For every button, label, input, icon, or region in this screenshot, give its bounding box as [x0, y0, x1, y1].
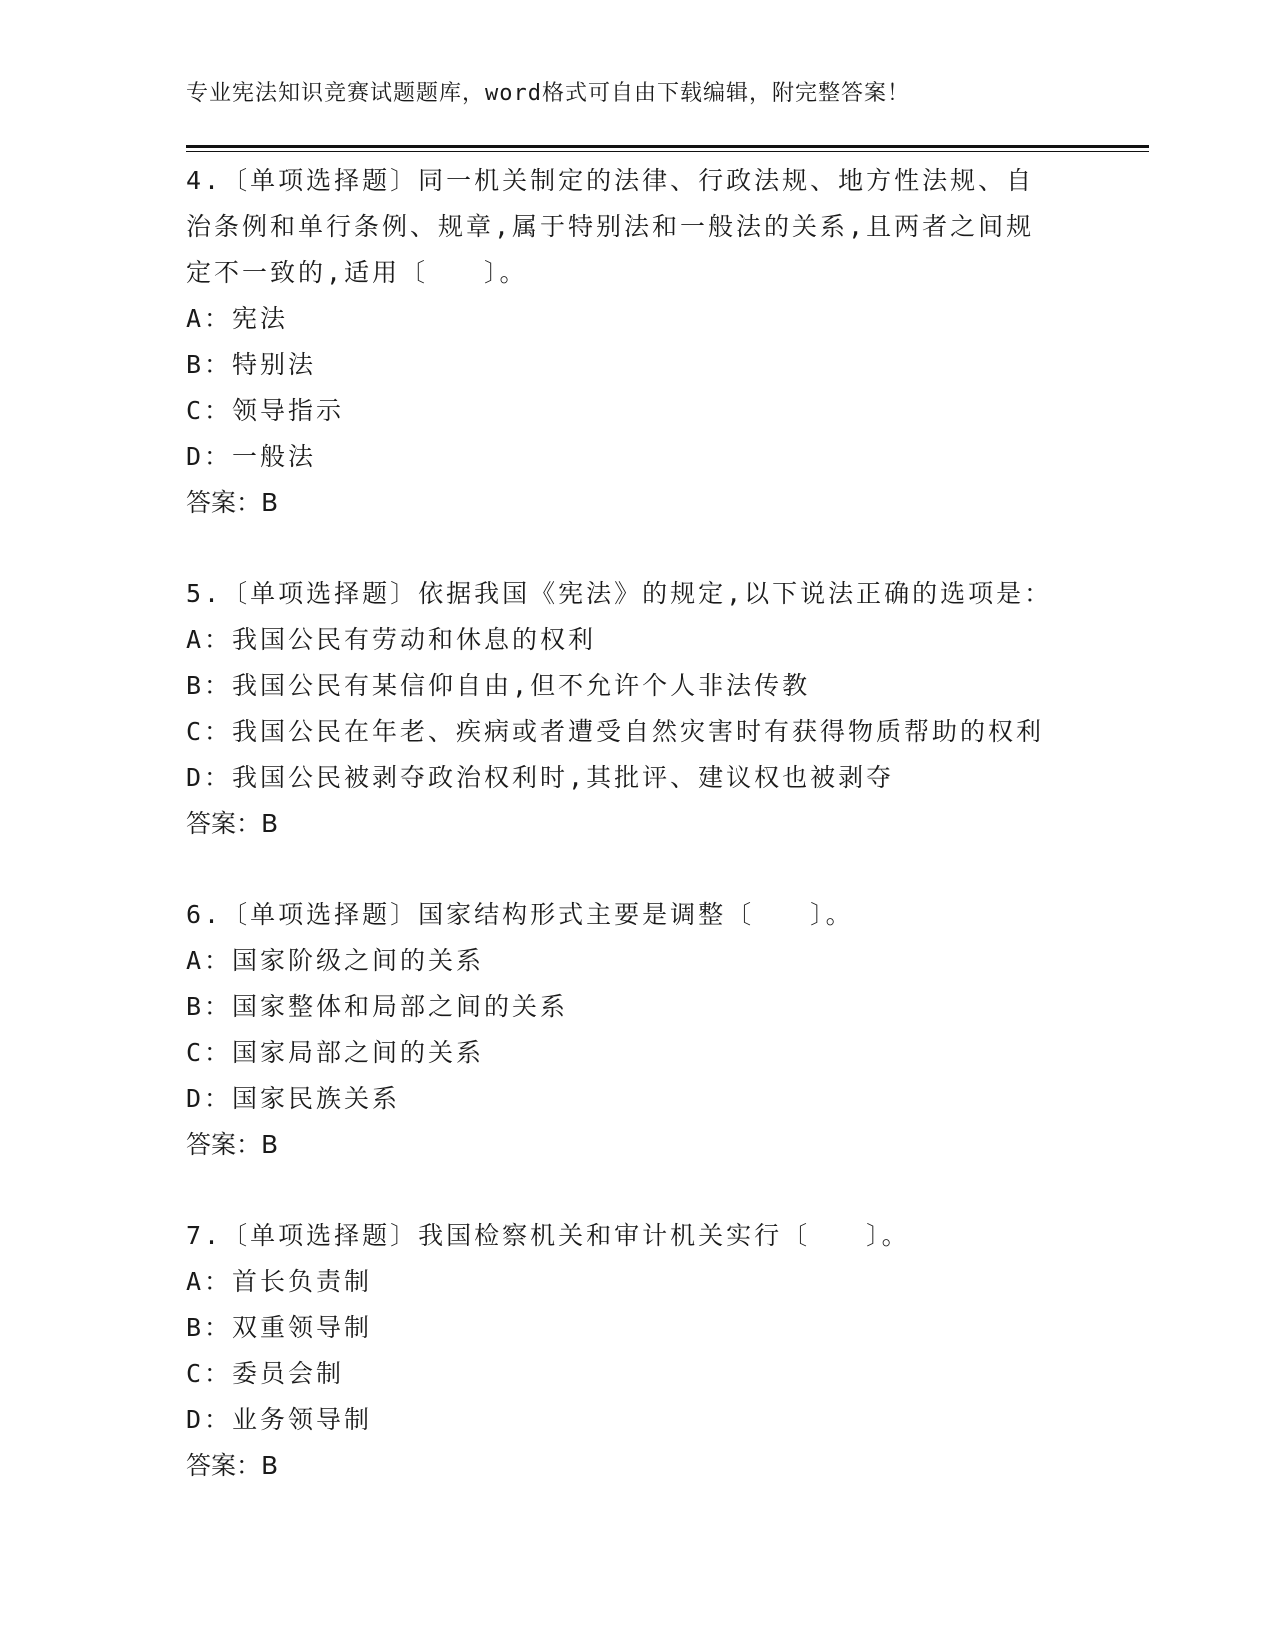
question-5 — [186, 571, 1086, 847]
question-text: 定不一致的,适用〔 〕。 — [186, 258, 528, 287]
option-d: D：我国公民被剥夺政治权利时,其批评、建议权也被剥夺 — [186, 763, 895, 792]
option-c: C：领导指示 — [186, 396, 345, 425]
question-4 — [186, 158, 1086, 526]
answer: 答案：B — [186, 1130, 279, 1159]
header-divider-thin — [186, 151, 1149, 152]
option-d: D：一般法 — [186, 442, 317, 471]
answer: 答案：B — [186, 809, 279, 838]
question-text: 6.〔单项选择题〕国家结构形式主要是调整〔 〕。 — [186, 900, 854, 929]
answer: 答案：B — [186, 488, 279, 517]
question-text: 4.〔单项选择题〕同一机关制定的法律、行政法规、地方性法规、自 — [186, 166, 1035, 195]
option-a: A：首长负责制 — [186, 1267, 373, 1296]
question-text: 治条例和单行条例、规章,属于特别法和一般法的关系,且两者之间规 — [186, 212, 1035, 241]
option-b: B：特别法 — [186, 350, 317, 379]
question-7 — [186, 1213, 1086, 1489]
option-a: A：宪法 — [186, 304, 289, 333]
option-a: A：国家阶级之间的关系 — [186, 946, 485, 975]
option-b: B：国家整体和局部之间的关系 — [186, 992, 569, 1021]
question-6 — [186, 892, 1086, 1168]
question-list — [186, 158, 1086, 1534]
option-c: C：委员会制 — [186, 1359, 345, 1388]
answer: 答案：B — [186, 1451, 279, 1480]
header-divider-thick — [186, 145, 1149, 148]
option-c: C：我国公民在年老、疾病或者遭受自然灾害时有获得物质帮助的权利 — [186, 717, 1045, 746]
option-b: B：双重领导制 — [186, 1313, 373, 1342]
document-header: 专业宪法知识竞赛试题题库，word格式可自由下载编辑，附完整答案！ — [186, 81, 910, 106]
option-c: C：国家局部之间的关系 — [186, 1038, 485, 1067]
option-d: D：业务领导制 — [186, 1405, 373, 1434]
question-text: 5.〔单项选择题〕依据我国《宪法》的规定,以下说法正确的选项是： — [186, 579, 1053, 608]
option-b: B：我国公民有某信仰自由,但不允许个人非法传教 — [186, 671, 811, 700]
question-text: 7.〔单项选择题〕我国检察机关和审计机关实行〔 〕。 — [186, 1221, 910, 1250]
option-d: D：国家民族关系 — [186, 1084, 401, 1113]
option-a: A：我国公民有劳动和休息的权利 — [186, 625, 597, 654]
